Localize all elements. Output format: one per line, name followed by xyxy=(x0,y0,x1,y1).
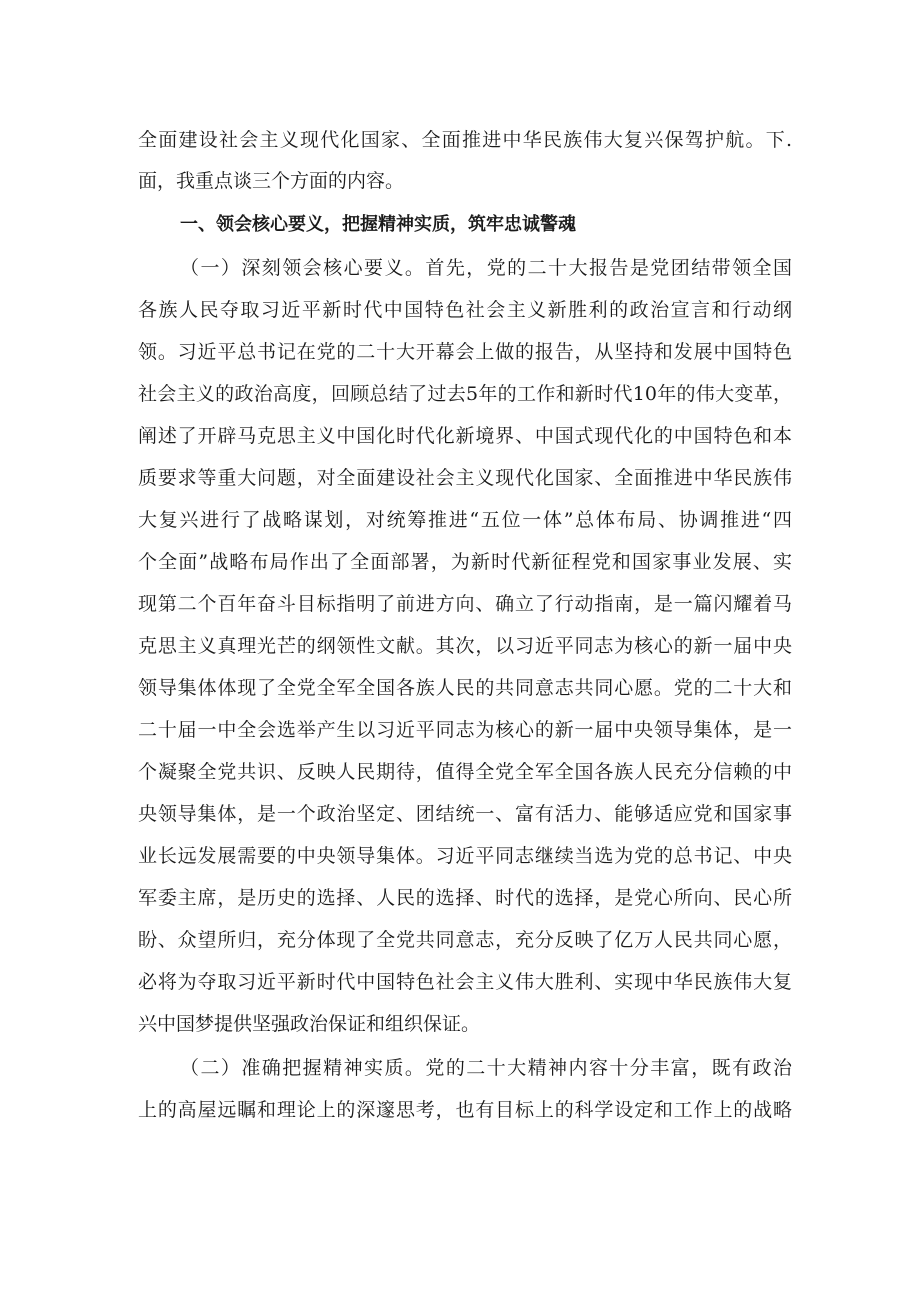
paragraph-1-line: 阐述了开辟马克思主义中国化时代化新境界、中国式现代化的中国特色和本 xyxy=(138,425,792,447)
intro-line-2: 面，我重点谈三个方面的内容。 xyxy=(138,170,405,192)
paragraph-1-line: 个凝聚全党共识、反映人民期待，值得全党全军全国各族人民充分信赖的中 xyxy=(138,761,792,783)
paragraph-2-line: （二）准确把握精神实质。党的二十大精神内容十分丰富，既有政治 xyxy=(180,1057,792,1079)
paragraph-1-line: 各族人民夺取习近平新时代中国特色社会主义新胜利的政治宣言和行动纲 xyxy=(138,299,792,321)
paragraph-1-line: 质要求等重大问题，对全面建设社会主义现代化国家、全面推进中华民族伟 xyxy=(138,467,792,489)
paragraph-1-line: 领。习近平总书记在党的二十大开幕会上做的报告，从坚持和发展中国特色 xyxy=(138,341,792,363)
paragraph-1-line: （一）深刻领会核心要义。首先，党的二十大报告是党团结带领全国 xyxy=(180,257,792,279)
paragraph-1-line: 央领导集体，是一个政治坚定、团结统一、富有活力、能够适应党和国家事 xyxy=(138,803,792,825)
paragraph-1-line: 领导集体体现了全党全军全国各族人民的共同意志共同心愿。党的二十大和 xyxy=(138,677,792,699)
paragraph-1-line: 社会主义的政治高度，回顾总结了过去5年的工作和新时代10年的伟大变革， xyxy=(138,383,792,405)
paragraph-1-line: 兴中国梦提供坚强政治保证和组织保证。 xyxy=(138,1013,481,1035)
paragraph-1-line: 业长远发展需要的中央领导集体。习近平同志继续当选为党的总书记、中央 xyxy=(138,845,792,867)
paragraph-1-line: 盼、众望所归，充分体现了全党共同意志，充分反映了亿万人民共同心愿， xyxy=(138,929,792,951)
paragraph-1-line: 二十届一中全会选举产生以习近平同志为核心的新一届中央领导集体，是一 xyxy=(138,719,792,741)
section-heading-1: 一、领会核心要义，把握精神实质，筑牢忠诚警魂 xyxy=(180,214,576,235)
paragraph-1-line: 军委主席，是历史的选择、人民的选择、时代的选择，是党心所向、民心所 xyxy=(138,887,792,909)
paragraph-1-line: 大复兴进行了战略谋划，对统筹推进“五位一体”总体布局、协调推进“四 xyxy=(138,509,792,531)
paragraph-1-line: 克思主义真理光芒的纲领性文献。其次，以习近平同志为核心的新一届中央 xyxy=(138,635,792,657)
paragraph-1-line: 个全面”战略布局作出了全面部署，为新时代新征程党和国家事业发展、实 xyxy=(138,551,792,573)
paragraph-2-line: 上的高屋远瞩和理论上的深邃思考，也有目标上的科学设定和工作上的战略 xyxy=(138,1099,792,1121)
paragraph-1-line: 必将为夺取习近平新时代中国特色社会主义伟大胜利、实现中华民族伟大复 xyxy=(138,971,792,993)
intro-line-1: 全面建设社会主义现代化国家、全面推进中华民族伟大复兴保驾护航。下. xyxy=(138,129,792,151)
paragraph-1-line: 现第二个百年奋斗目标指明了前进方向、确立了行动指南，是一篇闪耀着马 xyxy=(138,593,792,615)
